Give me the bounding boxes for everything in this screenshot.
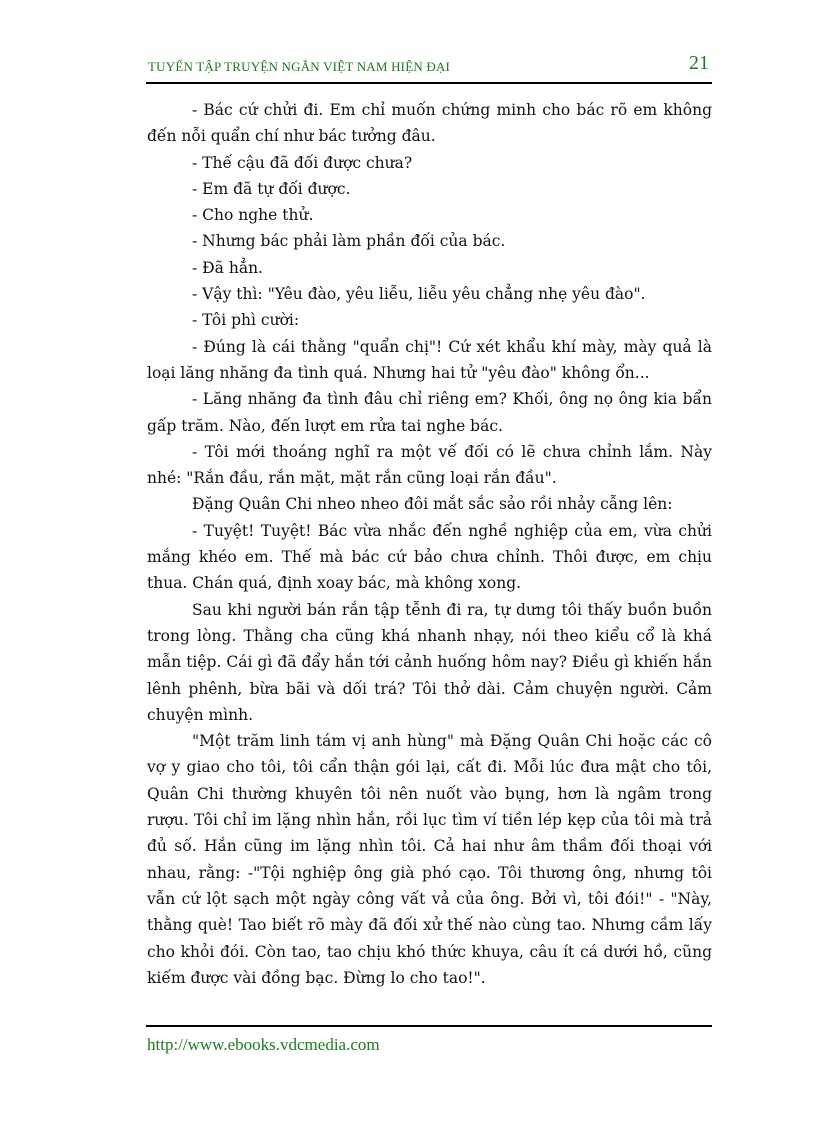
page-number: 21 — [689, 52, 709, 74]
page-header — [146, 52, 712, 84]
paragraph: - Bác cứ chửi đi. Em chỉ muốn chứng minh cho bác rõ em không đến nỗi quẩn chí như bác tưởng đâu. — [147, 101, 712, 146]
paragraph: - Tôi phì cười: — [192, 311, 300, 330]
story-text — [147, 97, 712, 991]
paragraph: - Tuyệt! Tuyệt! Bác vừa nhắc đến nghề nghiệp của em, vừa chửi mắng khéo em. Thế mà bác cứ bảo chưa chỉnh. Thôi được, em chịu thua. Chán quá, định xoay bác, mà không xong. — [147, 521, 712, 593]
paragraph: - Em đã tự đối được. — [192, 179, 351, 198]
paragraph: - Thế cậu đã đối được chưa? — [192, 153, 413, 172]
paragraph: Đặng Quân Chi nheo nheo đôi mắt sắc sảo rồi nhảy cẫng lên: — [192, 495, 673, 514]
paragraph: "Một trăm linh tám vị anh hùng" mà Đặng Quân Chi hoặc các cô vợ y giao cho tôi, tôi cẩn thận gói lại, cất đi. Mỗi lúc đưa mật cho tôi, Quân Chi thường khuyên tôi nên nuốt vào bụng, hơn là ngâm trong rượu. Tôi chỉ im lặng nhìn hắn, rồi lục tìm ví tiền lép kẹp của tôi mà trả đủ số. Hắn cũng im lặng nhìn tôi. Cả hai như âm thầm đối thoại với nhau, rằng: -"Tội nghiệp ông già phó cạo. Tôi thương ông, nhưng tôi vẫn cứ lột sạch một ngày công vất vả của ông. Bởi vì, tôi đói!" - "Này, thằng què! Tao biết rõ mày đã đối xử thế nào cùng tao. Nhưng cầm lấy cho khỏi đói. Còn tao, tao chịu khó thức khuya, câu ít cá dưới hồ, cũng kiếm được vài đồng bạc. Đừng lo cho tao!". — [147, 732, 712, 987]
paragraph: - Đã hẳn. — [192, 258, 263, 277]
book-title: TUYỂN TẬP TRUYỆN NGẮN VIỆT NAM HIỆN ĐẠI — [148, 59, 451, 74]
paragraph: - Tôi mới thoáng nghĩ ra một vế đối có lẽ chưa chỉnh lắm. Này nhé: "Rắn đầu, rắn mặt, mặt rắn cũng loại rắn đầu". — [147, 442, 712, 488]
paragraph: - Cho nghe thử. — [192, 206, 314, 225]
paragraph: - Nhưng bác phải làm phần đối của bác. — [192, 232, 506, 251]
footer-url-link[interactable]: http://www.ebooks.vdcmedia.com — [147, 1035, 380, 1054]
paragraph: - Lăng nhăng đa tình đâu chỉ riêng em? Khối, ông nọ ông kia bẩn gấp trăm. Nào, đến lượt em rửa tai nghe bác. — [147, 390, 712, 435]
paragraph: - Đúng là cái thằng "quẩn chị"! Cứ xét khẩu khí mày, mày quả là loại lăng nhăng đa tình quá. Nhưng hai tử "yêu đào" không ổn... — [147, 337, 712, 382]
paragraph: Sau khi người bán rắn tập tễnh đi ra, tự dưng tôi thấy buồn buồn trong lòng. Thằng cha cũng khá nhanh nhạy, nói theo kiểu cổ là khá mẫn tiệp. Cái gì đã đẩy hắn tới cảnh huống hôm nay? Điều gì khiến hắn lênh phênh, bừa bãi và dối trá? Tôi thở dài. Cảm chuyện người. Cảm chuyện mình. — [147, 600, 712, 724]
footer-divider — [146, 1025, 712, 1027]
paragraph: - Vậy thì: "Yêu đào, yêu liễu, liễu yêu chẳng nhẹ yêu đào". — [192, 285, 646, 304]
